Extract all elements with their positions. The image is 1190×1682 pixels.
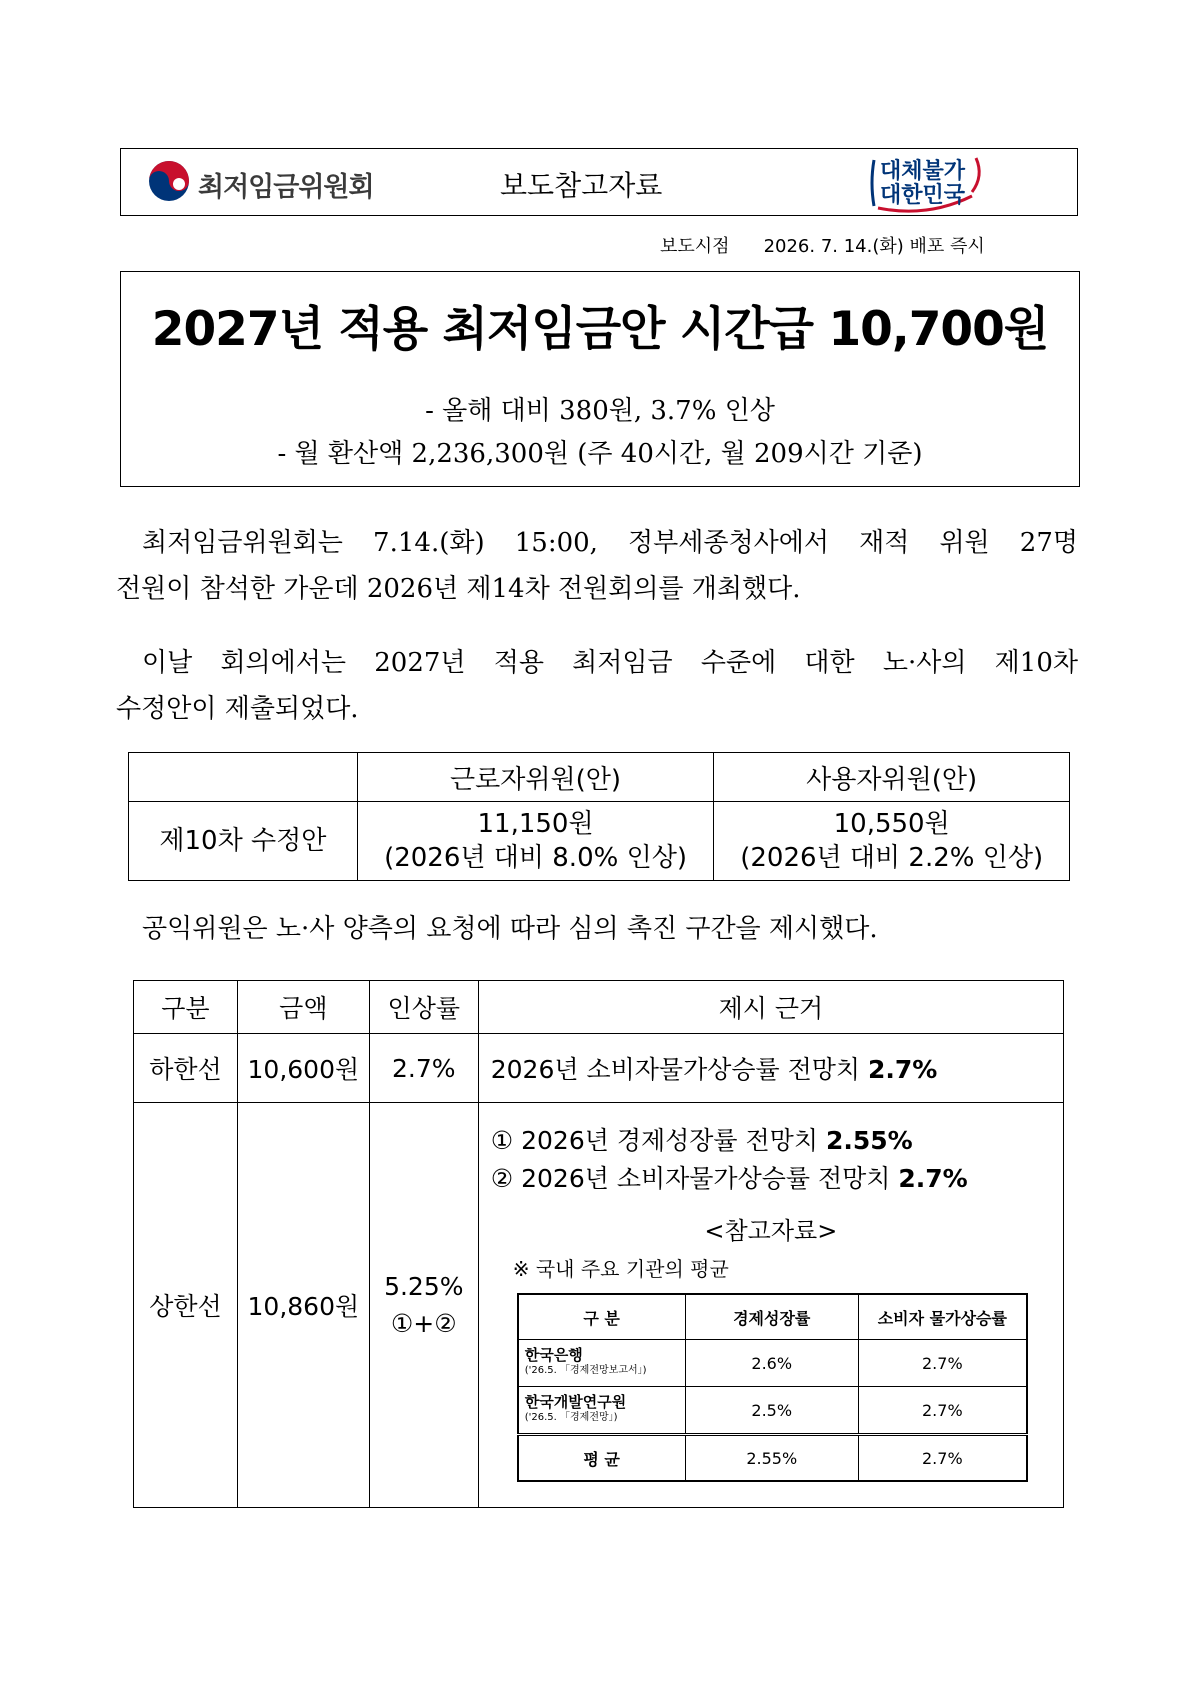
upper-rate-formula: ①+②: [390, 1309, 457, 1338]
employer-proposal-cell: [714, 802, 1070, 881]
header-amount: 금액: [237, 981, 369, 1034]
taegeuk-logo-icon: [148, 160, 190, 202]
main-title: 2027년 적용 최저임금안 시간급 10,700원: [151, 302, 1049, 357]
range-table: [133, 980, 1064, 1508]
upper-basis-cpi-value: 2.7%: [898, 1164, 968, 1193]
paragraph-line: 수정안이 제출되었다.: [116, 694, 359, 724]
inst-cell: [518, 1340, 685, 1387]
paragraph-range: [116, 906, 1078, 952]
release-time: [660, 232, 985, 258]
slogan-line1: 대체불가: [880, 159, 966, 184]
labor-proposal-cell: [357, 802, 714, 881]
employer-amount: 10,550원: [833, 809, 950, 839]
release-label: 보도시점: [660, 236, 730, 257]
inst-growth: 2.5%: [685, 1387, 858, 1435]
institution-note: ※ 국내 주요 기관의 평균: [512, 1257, 729, 1281]
paragraph-proposals: [116, 640, 1078, 732]
column-header-employer: 사용자위원(안): [714, 753, 1070, 802]
release-value: 2026. 7. 14.(화) 배포 즉시: [763, 236, 985, 257]
institution-table: [517, 1293, 1028, 1482]
inst-name: 한국개발연구원: [524, 1393, 627, 1411]
inst-growth: 2.6%: [685, 1340, 858, 1387]
paragraph-meeting: [116, 520, 1078, 612]
paragraph-line: 최저임금위원회는 7.14.(화) 15:00, 정부세종청사에서 재적 위원 27명: [142, 528, 1078, 558]
lower-label: 하한선: [134, 1034, 238, 1103]
upper-rate-cell: [369, 1103, 478, 1508]
inst-name: 한국은행: [524, 1346, 583, 1364]
upper-basis-cpi: [491, 1159, 968, 1195]
avg-label: 평 균: [518, 1435, 685, 1482]
proposal-table: [128, 752, 1070, 881]
avg-growth: 2.55%: [685, 1435, 858, 1482]
lower-basis-text: 2026년 소비자물가상승률 전망치: [490, 1055, 869, 1084]
upper-basis-growth-text: ① 2026년 경제성장률 전망치: [490, 1126, 826, 1155]
inst-cpi: 2.7%: [858, 1387, 1026, 1435]
header-category: 구분: [134, 981, 238, 1034]
paragraph-line: 공익위원은 노·사 양측의 요청에 따라 심의 촉진 구간을 제시했다.: [142, 914, 878, 944]
subtitle-monthly: - 월 환산액 2,236,300원 (주 40시간, 월 209시간 기준): [277, 439, 923, 469]
lower-basis: [478, 1034, 1063, 1103]
upper-label: 상한선: [134, 1103, 238, 1508]
reference-caption: <참고자료>: [704, 1217, 838, 1245]
lower-basis-value: 2.7%: [868, 1055, 938, 1084]
labor-amount: 11,150원: [477, 809, 594, 839]
slogan-line2: 대한민국: [880, 183, 966, 208]
slogan-logo: [868, 152, 986, 214]
inst-header-category: 구 분: [518, 1294, 685, 1340]
table-corner-cell: [129, 753, 358, 802]
inst-cell: [518, 1387, 685, 1435]
doc-type-label: 보도참고자료: [500, 169, 663, 202]
upper-basis-cpi-text: ② 2026년 소비자물가상승률 전망치: [490, 1164, 899, 1193]
labor-note: (2026년 대비 8.0% 인상): [384, 843, 687, 873]
inst-header-cpi: 소비자 물가상승률: [858, 1294, 1026, 1340]
upper-basis-growth: [491, 1121, 913, 1157]
header-rate: 인상률: [369, 981, 478, 1034]
inst-source: ('26.5. 「경제전망」): [524, 1412, 618, 1423]
subtitle-rate: - 올해 대비 380원, 3.7% 인상: [425, 396, 775, 426]
inst-cpi: 2.7%: [858, 1340, 1026, 1387]
row-label-revision: 제10차 수정안: [129, 802, 358, 881]
inst-header-growth: 경제성장률: [685, 1294, 858, 1340]
org-name: 최저임금위원회: [198, 172, 374, 203]
upper-amount: 10,860원: [237, 1103, 369, 1508]
upper-basis-growth-value: 2.55%: [825, 1126, 913, 1155]
column-header-labor: 근로자위원(안): [357, 753, 714, 802]
table-row: [518, 1387, 1027, 1435]
inst-source: ('26.5. 「경제전망보고서」): [524, 1365, 647, 1376]
lower-amount: 10,600원: [237, 1034, 369, 1103]
header-basis: 제시 근거: [478, 981, 1063, 1034]
table-row: [518, 1340, 1027, 1387]
avg-cpi: 2.7%: [858, 1435, 1026, 1482]
employer-note: (2026년 대비 2.2% 인상): [740, 843, 1044, 873]
paragraph-line: 이날 회의에서는 2027년 적용 최저임금 수준에 대한 노·사의 제10차: [142, 648, 1078, 678]
paragraph-line: 전원이 참석한 가운데 2026년 제14차 전원회의를 개최했다.: [116, 574, 801, 604]
lower-rate: 2.7%: [369, 1034, 478, 1103]
upper-basis: [478, 1103, 1063, 1508]
upper-rate: 5.25%: [384, 1272, 464, 1301]
